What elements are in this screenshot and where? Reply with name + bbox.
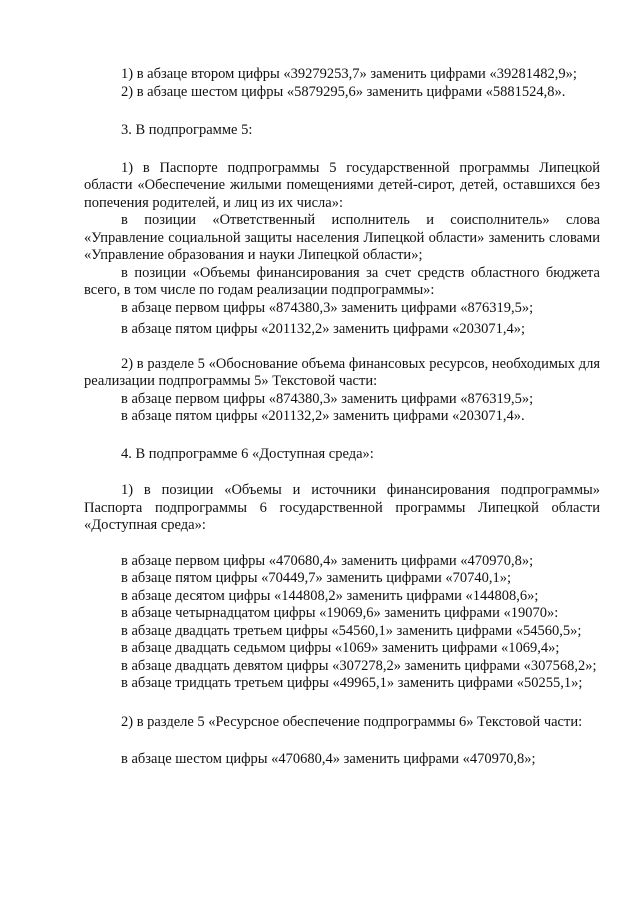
section-heading: 4. В подпрограмме 6 «Доступная среда»: [121, 445, 374, 462]
paragraph: в позиции «Ответственный исполнитель и соисполнитель» слова «Управление социальной защиты населения Липецкой области» заменить словами «Управление образования и науки Липецкой области»; [84, 212, 600, 263]
paragraph: в абзаце двадцать третьем цифры «54560,1» заменить цифрами «54560,5»; [121, 622, 582, 639]
paragraph: в абзаце пятом цифры «201132,2» заменить цифрами «203071,4». [121, 408, 525, 424]
paragraph: 1) в позиции «Объемы и источники финансирования подпрограммы» Паспорта подпрограммы 6 государственной программы Липецкой области «Доступная среда»: [84, 482, 600, 533]
paragraph: в абзаце пятом цифры «201132,2» заменить цифрами «203071,4»; [121, 321, 526, 337]
paragraph: 2) в разделе 5 «Ресурсное обеспечение подпрограммы 6» Текстовой части: [121, 713, 583, 730]
top-margin [84, 0, 600, 66]
paragraph: в абзаце первом цифры «470680,4» заменить цифрами «470970,8»; [121, 552, 534, 569]
paragraph: в абзаце первом цифры «874380,3» заменить цифрами «876319,5»; [121, 299, 534, 316]
paragraph: 2) в разделе 5 «Обоснование объема финансовых ресурсов, необходимых для реализации подпрограммы 5» Текстовой части: [84, 355, 600, 389]
paragraph: 2) в абзаце шестом цифры «5879295,6» заменить цифрами «5881524,8». [121, 83, 566, 100]
paragraph: в абзаце двадцать девятом цифры «307278,2» заменить цифрами «307568,2»; [121, 657, 597, 674]
paragraph: 1) в Паспорте подпрограммы 5 государственной программы Липецкой области «Обеспечение жилыми помещениями детей-сирот, детей, оставшихся без попечения родителей, и лиц из их числа»: [84, 159, 600, 211]
section-heading: 3. В подпрограмме 5: [121, 122, 253, 138]
paragraph: 1) в абзаце втором цифры «39279253,7» заменить цифрами «39281482,9»; [121, 66, 577, 82]
paragraph: в позиции «Объемы финансирования за счет средств областного бюджета всего, в том числе по годам реализации подпрограммы»: [84, 264, 600, 298]
paragraph: в абзаце пятом цифры «70449,7» заменить цифрами «70740,1»; [121, 570, 512, 586]
paragraph: в абзаце десятом цифры «144808,2» заменить цифрами «144808,6»; [121, 587, 539, 604]
paragraph: в абзаце двадцать седьмом цифры «1069» заменить цифрами «1069,4»; [121, 640, 560, 656]
paragraph: в абзаце тридцать третьем цифры «49965,1» заменить цифрами «50255,1»; [121, 675, 583, 691]
paragraph: в абзаце четырнадцатом цифры «19069,6» заменить цифрами «19070»: [121, 605, 559, 621]
paragraph: в абзаце первом цифры «874380,3» заменить цифрами «876319,5»; [121, 390, 534, 407]
paragraph: в абзаце шестом цифры «470680,4» заменить цифрами «470970,8»; [121, 751, 536, 767]
